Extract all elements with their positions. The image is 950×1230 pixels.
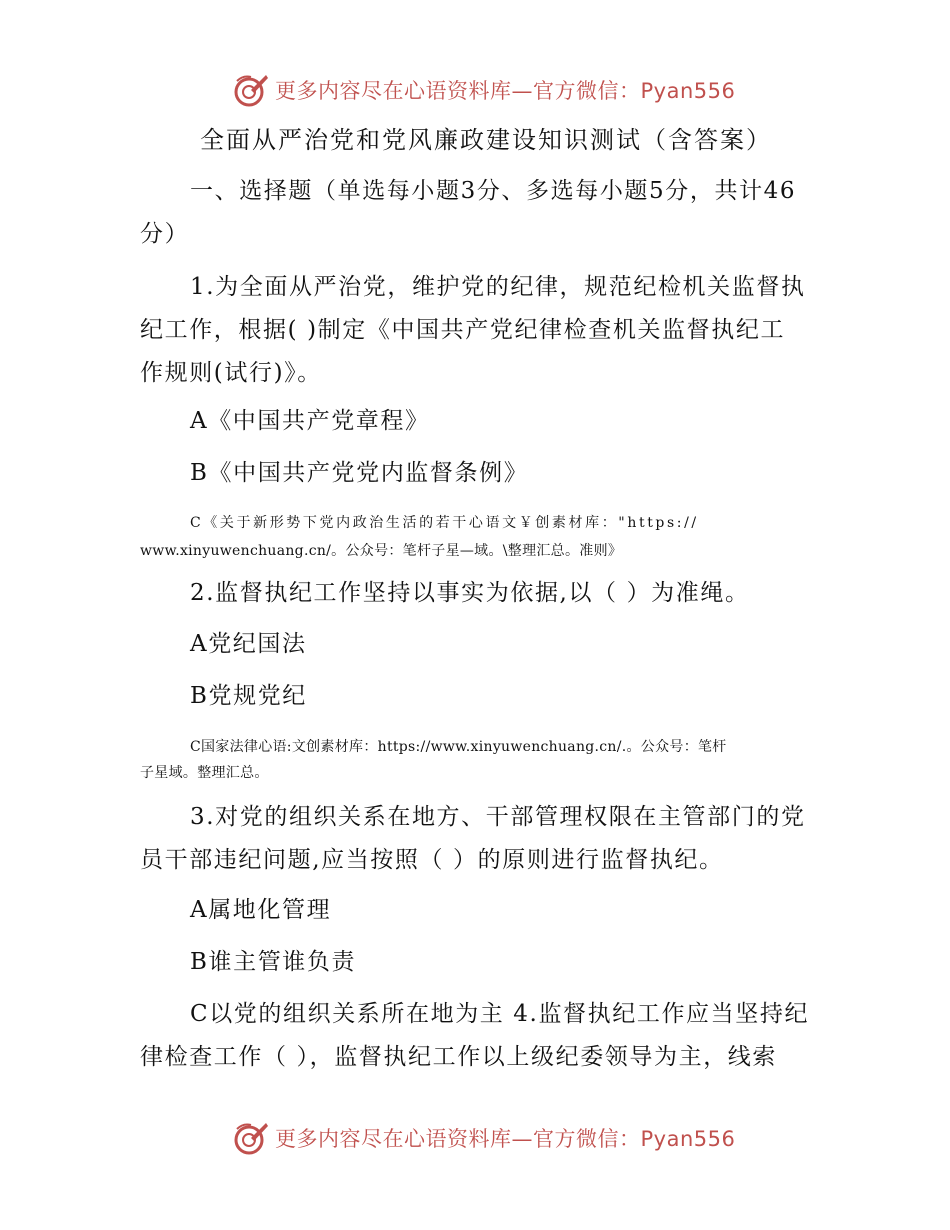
watermark-text: 更多内容尽在心语资料库—官方微信：Pyan556: [275, 79, 736, 103]
section-heading-cont: 分）: [140, 221, 190, 247]
question-3-line1: 3.对党的组织关系在地方、干部管理权限在主管部门的党: [190, 804, 806, 830]
question-2-option-a: A党纪国法: [190, 631, 307, 657]
question-3-line2: 员干部违纪问题,应当按照（ ）的原则进行监督执纪。: [140, 847, 724, 873]
watermark-header: [233, 70, 735, 110]
question-4-line2: 律检查工作（ ），监督执纪工作以上级纪委领导为主，线索: [140, 1044, 778, 1070]
question-2-option-b: B党规党纪: [190, 683, 307, 709]
question-3-option-a: A属地化管理: [190, 897, 332, 923]
watermark-text: 更多内容尽在心语资料库—官方微信：Pyan556: [275, 1127, 736, 1151]
document-title: 全面从严治党和党风廉政建设知识测试（含答案）: [200, 126, 772, 154]
question-3-option-c-and-question-4: C以党的组织关系所在地为主 4.监督执纪工作应当坚持纪: [190, 1001, 810, 1027]
section-heading: 一、选择题（单选每小题3分、多选每小题5分，共计46: [190, 178, 797, 204]
question-2-line1: 2.监督执纪工作坚持以事实为依据,以（ ）为准绳。: [190, 580, 750, 606]
question-1-option-c-line1: C《关于新形势下党内政治生活的若干心语文￥创素材库："https://: [190, 515, 699, 531]
question-2-option-c-line2: 子星域。整理汇总。: [140, 765, 269, 781]
brush-logo-icon: [233, 72, 269, 108]
question-3-option-b: B谁主管谁负责: [190, 949, 357, 975]
question-1-option-b: B《中国共产党党内监督条例》: [190, 460, 529, 486]
question-1-line3: 作规则(试行)》。: [140, 360, 322, 386]
question-1-option-a: A《中国共产党章程》: [190, 408, 430, 434]
watermark-footer: [233, 1118, 735, 1158]
question-1-line2: 纪工作，根据( )制定《中国共产党纪律检查机关监督执纪工: [140, 317, 786, 343]
question-2-option-c-line1: C国家法律心语:文创素材库：https://www.xinyuwenchuang.cn/.。公众号：笔杆: [190, 739, 727, 755]
question-1-line1: 1.为全面从严治党，维护党的纪律，规范纪检机关监督执: [190, 274, 806, 300]
brush-logo-icon: [233, 1120, 269, 1156]
question-1-option-c-line2: www.xinyuwenchuang.cn/。公众号：笔杆子星—域。\整理汇总。准则》: [140, 543, 623, 559]
